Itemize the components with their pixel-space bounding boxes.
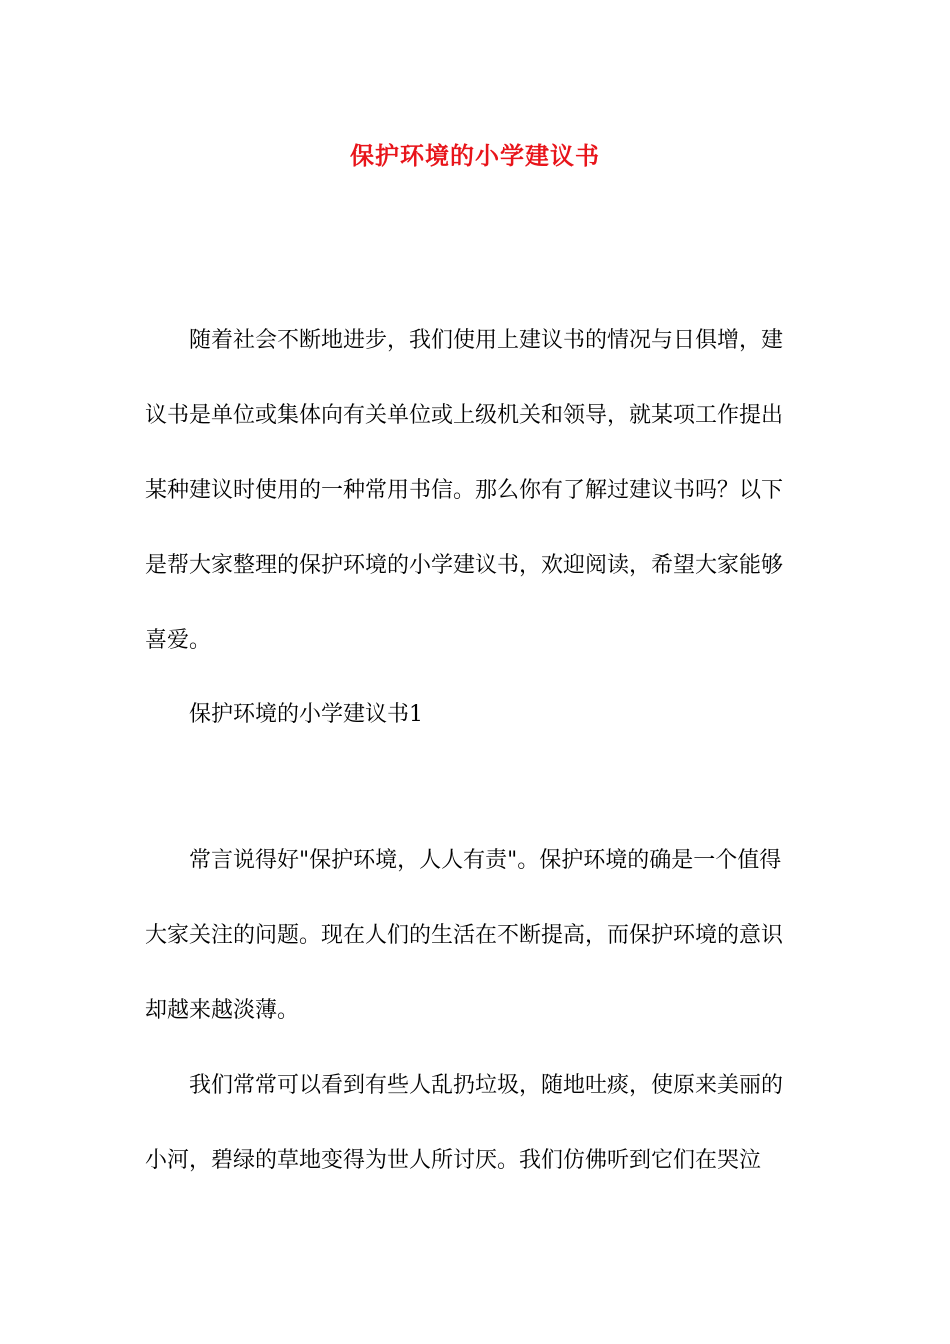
text-line: 小河，碧绿的草地变得为世人所讨厌。我们仿佛听到它们在哭泣 [145, 1148, 762, 1173]
section-heading-text: 保护环境的小学建议书1 [189, 702, 423, 727]
text-line: 常言说得好"保护环境，人人有责"。保护环境的确是一个值得 [189, 848, 782, 873]
text-line: 某种建议时使用的一种常用书信。那么你有了解过建议书吗？以下 [145, 478, 784, 503]
body-paragraph [145, 823, 805, 1048]
text-line: 随着社会不断地进步，我们使用上建议书的情况与日俱增，建 [189, 328, 784, 353]
text-line: 我们常常可以看到有些人乱扔垃圾，随地吐痰，使原来美丽的 [189, 1073, 784, 1098]
text-line: 是帮大家整理的保护环境的小学建议书，欢迎阅读，希望大家能够 [145, 553, 784, 578]
body-paragraph [145, 1048, 805, 1198]
text-line: 喜爱。 [145, 628, 212, 653]
intro-paragraph [145, 303, 805, 678]
text-line: 却越来越淡薄。 [145, 998, 300, 1023]
document-title: 保护环境的小学建议书 [350, 141, 600, 170]
section-heading [145, 677, 805, 752]
text-line: 大家关注的问题。现在人们的生活在不断提高，而保护环境的意识 [145, 923, 784, 948]
text-line: 议书是单位或集体向有关单位或上级机关和领导，就某项工作提出 [145, 403, 784, 428]
